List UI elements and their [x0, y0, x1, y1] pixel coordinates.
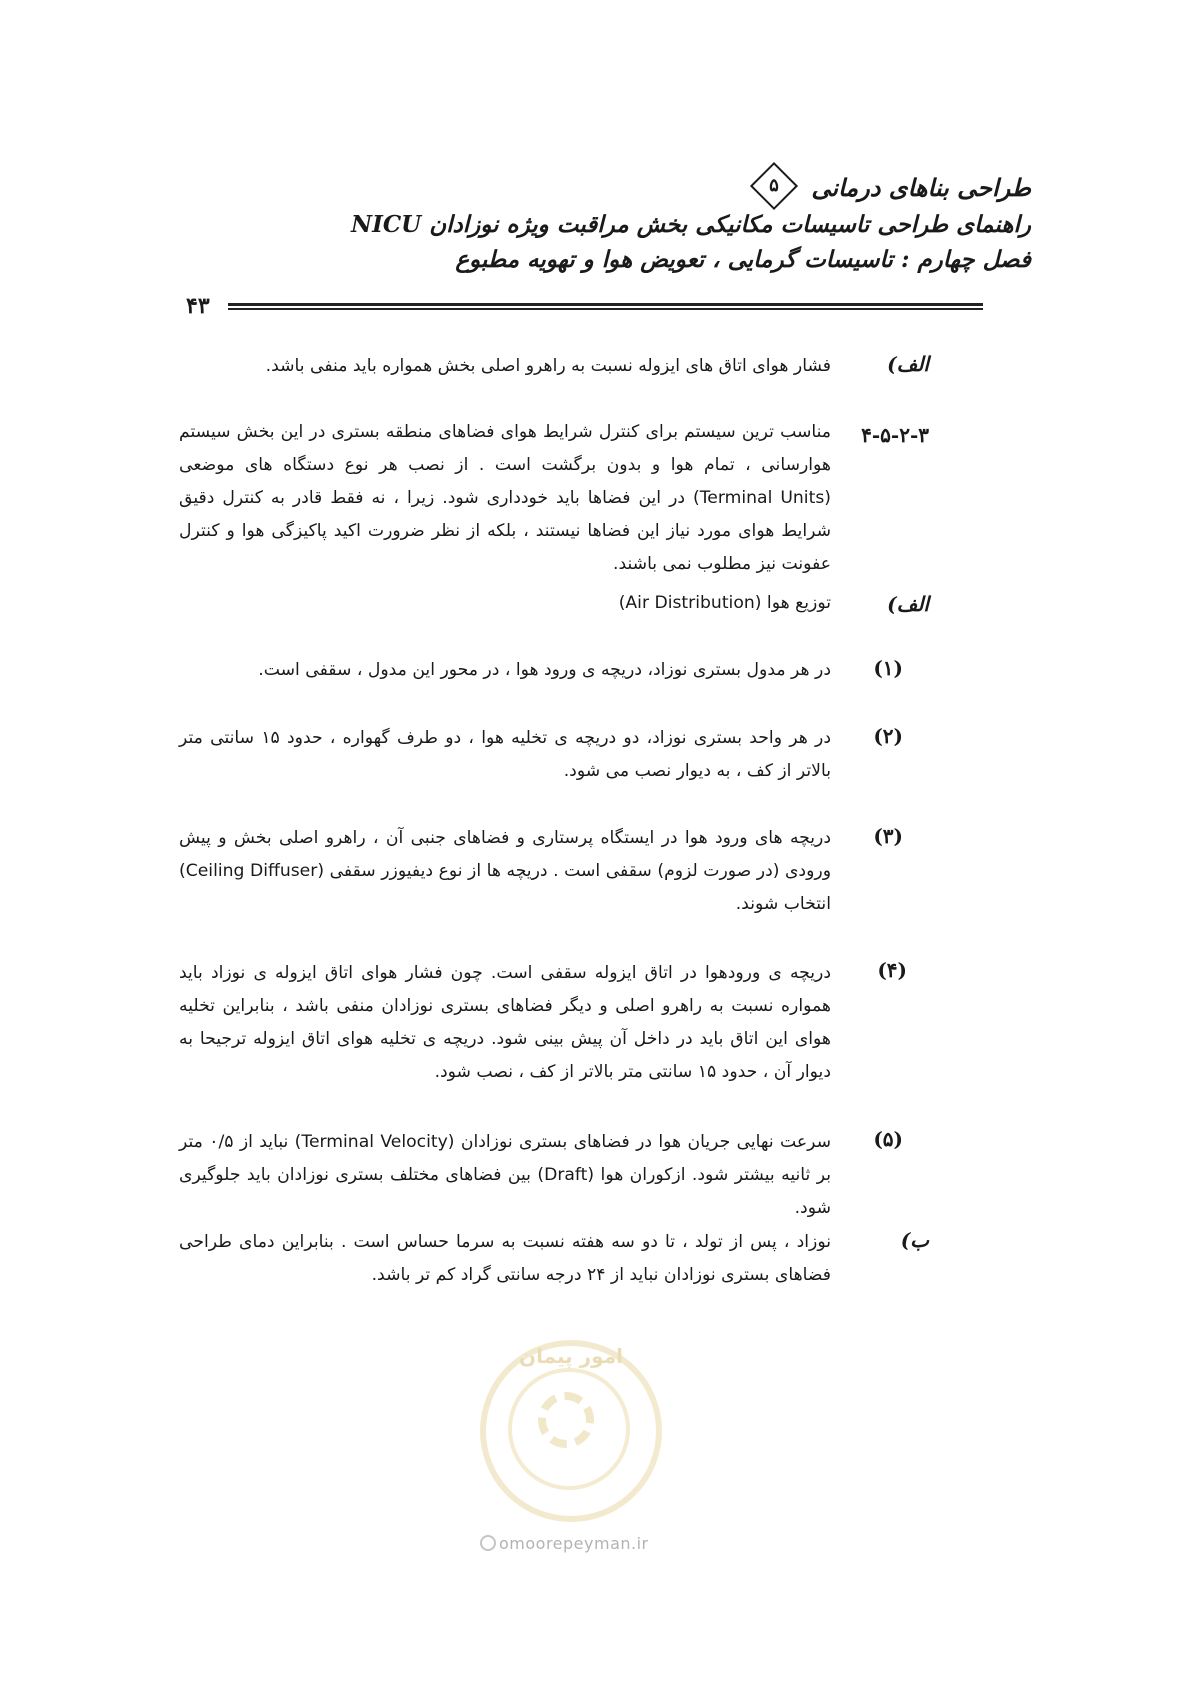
book-title: [231, 170, 1031, 207]
be-label: ب): [900, 1228, 929, 1252]
alef-label-2: الف): [887, 592, 929, 616]
watermark-text: امور پیمان: [519, 1344, 623, 1368]
section-paragraph: مناسب ترین سیستم برای کنترل شرایط هوای فضاهای منطقه بستری در این بخش سیستم هوارسانی ، تمام هوا و بدون برگشت است . از نصب هر نوع دستگاه های موضعی (Terminal Units) در این فضاها باید خودداری شود. زیرا ، نه فقط قادر به کنترل دقیق شرایط هوای مورد نیاز این فضاها نیستند ، بلکه از نظر ضرورت اکید پاکیزگی هوا و کنترل عفونت نیز مطلوب نمی باشند.: [179, 422, 831, 574]
item-text-3: دریچه های ورود هوا در ایستگاه پرستاری و فضاهای جنبی آن ، راهرو اصلی بخش و پیش ورودی (در صورت لزوم) سقفی است . دریچه ها از نوع دیفیوزر سقفی (Ceiling Diffuser) انتخاب شوند.: [179, 828, 831, 914]
be-paragraph: نوزاد ، پس از تولد ، تا دو سه هفته نسبت به سرما حساس است . بنابراین دمای طراحی فضاهای بستری نوزادان نباید از ۲۴ درجه سانتی گراد کم تر باشد.: [179, 1232, 831, 1285]
item-number-5: (۵): [873, 1127, 903, 1151]
alef-label-1: الف): [887, 352, 929, 376]
section-number: ۴-۵-۲-۳: [861, 423, 929, 447]
chapter-title: فصل چهارم : تاسیسات گرمایی ، تعویض هوا و تهویه مطبوع: [455, 245, 1031, 273]
item-number-1: (۱): [873, 656, 903, 680]
chapter-number: ۵: [769, 174, 779, 196]
guide-title: راهنمای طراحی تاسیسات مکانیکی بخش مراقبت ویژه نوزادان NICU: [351, 210, 1031, 238]
header-rule: [228, 303, 983, 311]
watermark-site-text: omoorepeyman.ir: [499, 1534, 649, 1553]
item-text-1: در هر مدول بستری نوزاد، دریچه ی ورود هوا ، در محور این مدول ، سقفی است.: [258, 660, 831, 680]
item-text-4: دریچه ی ورودهوا در اتاق ایزوله سقفی است. چون فشار هوای اتاق ایزوله ی نوزاد باید همواره نسبت به راهرو اصلی و دیگر فضاهای بستری نوزادان منفی باشد ، بنابراین تخلیه هوای این اتاق باید در داخل آن پیش بینی شود. دریچه ی تخلیه هوای اتاق ایزوله ترجیحا به دیوار آن ، حدود ۱۵ سانتی متر بالاتر از کف ، نصب شود.: [179, 963, 831, 1082]
watermark-site: [480, 1534, 649, 1553]
watermark-logo: [480, 1340, 662, 1522]
item-text-5: سرعت نهایی جریان هوا در فضاهای بستری نوزادان (Terminal Velocity) نباید از ۰/۵ متر بر ثانیه بیشتر شود. ازکوران هوا (Draft) بین فضاهای مختلف بستری نوزادان باید جلوگیری شود.: [179, 1132, 831, 1218]
alef-paragraph-1: فشار هوای اتاق های ایزوله نسبت به راهرو اصلی بخش همواره باید منفی باشد.: [265, 356, 831, 376]
air-distribution-heading: توزیع هوا (Air Distribution): [618, 593, 831, 613]
at-icon: [480, 1535, 496, 1551]
item-number-3: (۳): [873, 824, 903, 848]
page-header: [231, 170, 1031, 277]
gear-icon: [538, 1392, 594, 1448]
item-number-4: (۴): [877, 958, 907, 982]
book-title-text: طراحی بناهای درمانی: [811, 173, 1031, 202]
item-text-2: در هر واحد بستری نوزاد، دو دریچه ی تخلیه هوا ، دو طرف گهواره ، حدود ۱۵ سانتی متر بالاتر از کف ، به دیوار نصب می شود.: [179, 728, 831, 781]
chapter-number-diamond: [750, 161, 798, 209]
header-rule-thin: [228, 308, 983, 310]
header-rule-thick: [228, 303, 983, 306]
item-number-2: (۲): [873, 724, 903, 748]
page-number: ۴۳: [186, 293, 210, 319]
